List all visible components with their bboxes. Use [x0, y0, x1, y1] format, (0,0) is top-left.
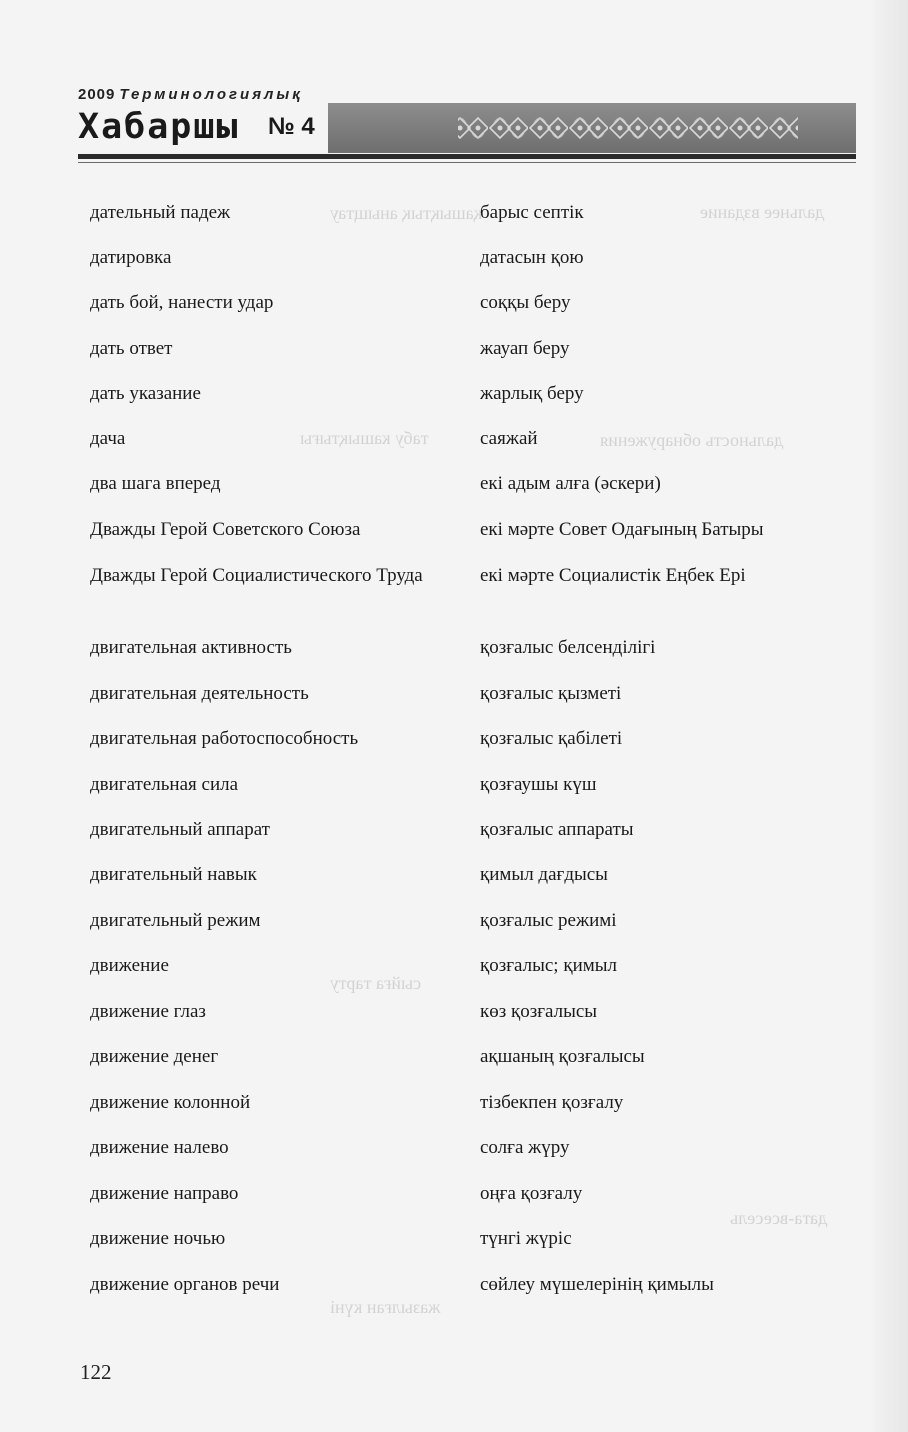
- journal-title: Хабаршы: [78, 107, 240, 147]
- glossary-entry: [0, 1135, 908, 1175]
- glossary-entry: [0, 1272, 908, 1312]
- kazakh-term: сөйлеу мүшелерінің қимылы: [480, 1274, 714, 1295]
- russian-term: дать указание: [90, 383, 201, 404]
- kazakh-term: барыс септік: [480, 202, 584, 223]
- journal-issue: № 4: [268, 113, 315, 140]
- glossary-entry: [0, 245, 908, 285]
- kazakh-term: соққы беру: [480, 292, 571, 313]
- glossary-entry: [0, 1044, 908, 1084]
- kazakh-term: екі адым алға (әскери): [480, 473, 661, 494]
- kazakh-term: ақшаның қозғалысы: [480, 1046, 645, 1067]
- russian-term: дать ответ: [90, 338, 173, 359]
- kazakh-term: қозғалыс; қимыл: [480, 955, 618, 976]
- glossary-entry: [0, 1226, 908, 1266]
- glossary-entry: [0, 336, 908, 376]
- kazakh-term: тізбекпен қозғалу: [480, 1092, 624, 1113]
- russian-term: двигательный навык: [90, 864, 257, 885]
- russian-term: двигательная деятельность: [90, 683, 309, 704]
- journal-series: Терминологиялық: [119, 86, 303, 103]
- glossary-entry: [0, 517, 908, 557]
- glossary-entry: [0, 563, 908, 621]
- glossary-entry: [0, 471, 908, 511]
- bleed-through-text: сыйға тарту: [330, 973, 422, 993]
- kazakh-term: датасын қою: [480, 247, 584, 268]
- glossary-entry: [0, 290, 908, 330]
- kazakh-term: қозғалыс белсенділігі: [480, 637, 656, 658]
- glossary-entry: [0, 772, 908, 812]
- russian-term: дательный падеж: [90, 202, 231, 223]
- kazakh-term: жауап беру: [480, 338, 570, 359]
- russian-term: дать бой, нанести удар: [90, 292, 274, 313]
- bleed-through-text: табу кашықтығы: [300, 428, 429, 448]
- glossary-entry: [0, 726, 908, 766]
- russian-term: движение органов речи: [90, 1274, 280, 1295]
- russian-term: двигательная сила: [90, 774, 239, 795]
- glossary-entry: [0, 635, 908, 675]
- kazakh-term: саяжай: [480, 428, 538, 449]
- russian-term: движение денег: [90, 1046, 219, 1067]
- page-number: 122: [80, 1360, 112, 1384]
- header-rule: [78, 154, 856, 159]
- russian-term: движение ночью: [90, 1228, 226, 1249]
- header-rule-thin: [78, 162, 856, 163]
- russian-term: два шага вперед: [90, 473, 221, 494]
- glossary-entry: [0, 681, 908, 721]
- russian-term: движение направо: [90, 1183, 239, 1204]
- russian-term: движение колонной: [90, 1092, 251, 1113]
- glossary-entry: [0, 999, 908, 1039]
- russian-term: двигательный режим: [90, 910, 261, 931]
- bleed-through-text: дальнее вздание: [700, 202, 825, 222]
- kazakh-term: көз қозғалысы: [480, 1001, 598, 1022]
- kazakh-term: қозғалыс қабілеті: [480, 728, 623, 749]
- ornament-pattern-icon: [328, 103, 856, 153]
- bleed-through-text: қашықтық аныщтау: [330, 203, 483, 223]
- kazakh-term: солға жүру: [480, 1137, 570, 1158]
- bleed-through-text: дальность обнаружения: [600, 430, 784, 450]
- glossary-entry: [0, 862, 908, 902]
- russian-term: дача: [90, 428, 126, 449]
- kazakh-term: қозғаушы күш: [480, 774, 597, 795]
- kazakh-term: қозғалыс аппараты: [480, 819, 634, 840]
- kazakh-term: оңға қозғалу: [480, 1183, 583, 1204]
- kazakh-term: түнгі жүріс: [480, 1228, 572, 1249]
- kazakh-term: екі мәрте Социалистік Еңбек Ері: [480, 565, 746, 586]
- glossary-entry: [0, 1181, 908, 1221]
- kazakh-term: екі мәрте Совет Одағының Батыры: [480, 519, 764, 540]
- russian-term: движение налево: [90, 1137, 229, 1158]
- russian-term: двигательная работоспособность: [90, 728, 359, 749]
- russian-term: датировка: [90, 247, 172, 268]
- russian-term: двигательная активность: [90, 637, 292, 658]
- glossary-entry: [0, 953, 908, 993]
- russian-term: Дважды Герой Социалистического Труда: [90, 565, 423, 586]
- russian-term: Дважды Герой Советского Союза: [90, 519, 361, 540]
- kazakh-term: қимыл дағдысы: [480, 864, 608, 885]
- glossary-entry: [0, 1090, 908, 1130]
- bleed-through-text: жазылған күні: [330, 1297, 441, 1317]
- glossary-entry: [0, 908, 908, 948]
- glossary-entry: [0, 426, 908, 466]
- russian-term: двигательный аппарат: [90, 819, 270, 840]
- journal-year-series: [78, 86, 303, 103]
- kazakh-term: қозғалыс қызметі: [480, 683, 622, 704]
- journal-year: 2009: [78, 86, 116, 103]
- bleed-through-text: дата-всесель: [730, 1208, 828, 1228]
- russian-term: движение глаз: [90, 1001, 206, 1022]
- glossary-entry: [0, 381, 908, 421]
- kazakh-term: жарлық беру: [480, 383, 584, 404]
- kazakh-term: қозғалыс режимі: [480, 910, 617, 931]
- russian-term: движение: [90, 955, 169, 976]
- glossary-entry: [0, 817, 908, 857]
- glossary-entry: [0, 200, 908, 240]
- ornament-band: [328, 103, 856, 153]
